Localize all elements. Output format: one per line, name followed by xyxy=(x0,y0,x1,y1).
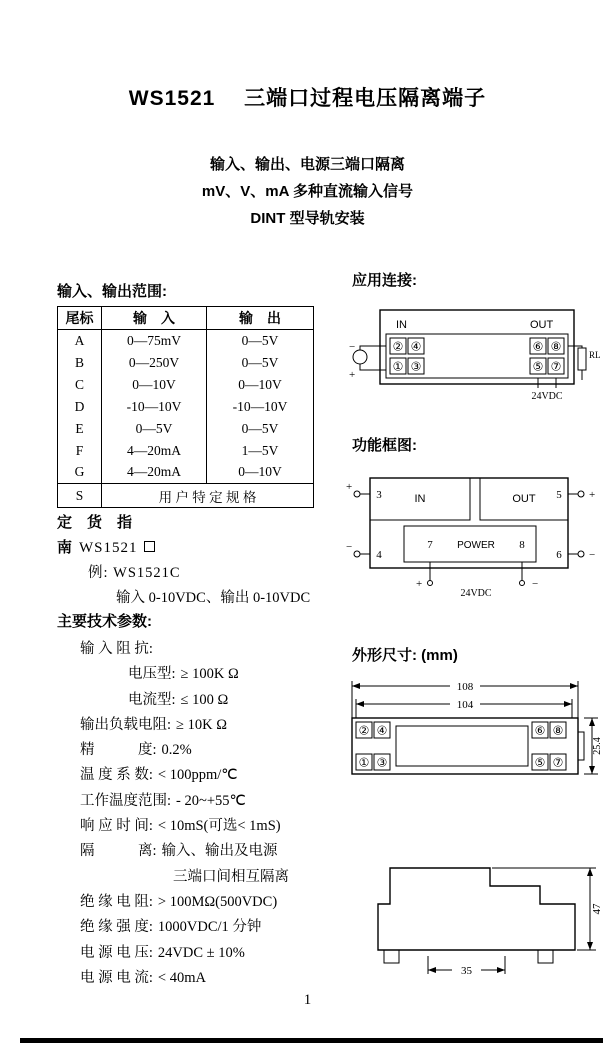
load-circuit xyxy=(568,346,601,380)
table-row xyxy=(58,352,314,374)
table-header-row xyxy=(58,307,314,330)
tech-param-supply-current: 电 源 电 流: < 40mA xyxy=(80,969,206,986)
power-label: POWER xyxy=(457,540,495,551)
front-terminals xyxy=(356,722,566,770)
col-header-input: 输 入 xyxy=(102,307,207,330)
dimensions-side-view xyxy=(346,852,602,992)
terminal-5-icon: ⑤ xyxy=(534,755,546,770)
table-row xyxy=(58,374,314,396)
plus-label: + xyxy=(346,481,353,493)
function-block-heading: 功能框图: xyxy=(352,437,417,454)
terminal-7-icon: ⑦ xyxy=(550,359,562,374)
dim-108: 108 xyxy=(456,681,474,693)
page-number: 1 xyxy=(303,992,312,1008)
source-minus-label: − xyxy=(349,341,356,353)
cell-output: -10—10V xyxy=(207,396,314,418)
dimension-lines xyxy=(428,868,596,974)
plus-label: + xyxy=(416,578,423,590)
ordering-example-detail: 输入 0-10VDC、输出 0-10VDC xyxy=(116,590,311,606)
terminal-2-icon: ② xyxy=(392,339,404,354)
terminal-1-icon: ① xyxy=(358,755,370,770)
input-terminal-block xyxy=(390,338,424,374)
table-row xyxy=(58,330,314,352)
lead-dot-icon xyxy=(578,551,584,557)
cell-input: 0—10V xyxy=(102,374,207,396)
cell-input: 4—20mA xyxy=(102,462,207,484)
supply-label: 24VDC xyxy=(531,391,563,402)
terminal-5: 5 xyxy=(556,489,562,501)
dim-104: 104 xyxy=(456,699,474,711)
tech-param-insulation-resistance: 绝 缘 电 阻: > 100MΩ(500VDC) xyxy=(80,893,278,910)
tech-param-isolation: 隔 离: 输入、输出及电源 xyxy=(80,843,278,860)
terminal-8-icon: ⑧ xyxy=(550,339,562,354)
side-profile xyxy=(378,868,575,950)
col-header-code: 尾标 xyxy=(58,307,102,330)
page-title: WS1521 三端口过程电压隔离端子 xyxy=(128,87,487,110)
function-block-diagram xyxy=(346,468,602,608)
cell-output: 0—5V xyxy=(207,330,314,352)
table-custom-row xyxy=(58,484,314,508)
cell-code: D xyxy=(74,398,85,414)
cell-output: 0—5V xyxy=(207,352,314,374)
terminal-5-icon: ⑤ xyxy=(532,359,544,374)
tech-param-current-type: 电流型: ≤ 100 Ω xyxy=(128,691,229,708)
subtitle-line-3: DINT 型导轨安装 xyxy=(250,210,365,227)
terminal-6-icon: ⑥ xyxy=(534,723,546,738)
lead-dot-icon xyxy=(520,581,525,586)
terminal-6: 6 xyxy=(556,549,562,561)
lead-dot-icon xyxy=(578,491,584,497)
tech-param-temp-coefficient: 温 度 系 数: < 100ppm/℃ xyxy=(80,767,238,784)
tech-param-supply-voltage: 电 源 电 压: 24VDC ± 10% xyxy=(80,944,245,961)
din-clip xyxy=(578,732,584,760)
ordering-heading-line2: 南 xyxy=(57,539,73,556)
terminal-8: 8 xyxy=(519,539,525,551)
dimensions-front-view xyxy=(346,678,602,782)
module-frame xyxy=(370,478,568,568)
dimensions-heading: 外形尺寸: (mm) xyxy=(352,647,458,664)
table-row xyxy=(58,418,314,440)
load-resistor-icon xyxy=(578,348,586,370)
scan-artifact xyxy=(20,1038,603,1043)
minus-label: − xyxy=(532,578,539,590)
tech-param-insulation-strength: 绝 缘 强 度: 1000VDC/1 分钟 xyxy=(80,919,262,936)
cell-code: G xyxy=(74,464,85,480)
tech-param-accuracy: 精 度: 0.2% xyxy=(80,742,192,759)
table-row xyxy=(58,462,314,484)
tech-param-response-time: 响 应 时 间: < 10mS(可选< 1mS) xyxy=(80,818,281,835)
dim-35: 35 xyxy=(461,965,472,977)
terminal-1-icon: ① xyxy=(392,359,404,374)
cell-input: -10—10V xyxy=(102,396,207,418)
subtitle-line-2: mV、V、mA 多种直流输入信号 xyxy=(201,183,414,200)
ordering-model: WS1521 xyxy=(79,540,138,556)
cell-code: E xyxy=(75,420,84,436)
terminal-8-icon: ⑧ xyxy=(552,723,564,738)
cell-code: F xyxy=(75,442,84,458)
in-label: IN xyxy=(396,319,407,331)
terminal-3-icon: ③ xyxy=(376,755,388,770)
tech-param-voltage-type: 电压型: ≥ 100K Ω xyxy=(128,666,239,683)
terminal-7: 7 xyxy=(427,539,433,551)
cell-output: 0—10V xyxy=(207,374,314,396)
cell-code: C xyxy=(74,376,84,392)
terminal-2-icon: ② xyxy=(358,723,370,738)
dim-25-4: 25.4 xyxy=(592,737,603,755)
cell-output: 1—5V xyxy=(207,440,314,462)
col-header-output: 输 出 xyxy=(207,307,314,330)
source-plus-label: + xyxy=(349,369,356,381)
minus-label: − xyxy=(589,549,596,561)
output-leads xyxy=(568,489,595,561)
in-label: IN xyxy=(414,493,426,505)
cell-input: 0—75mV xyxy=(102,330,207,352)
din-foot-left xyxy=(384,950,399,963)
cell-code: B xyxy=(74,354,84,370)
io-range-heading: 输入、输出范围: xyxy=(57,283,167,300)
cell-code: A xyxy=(74,332,85,348)
cell-input: 4—20mA xyxy=(102,440,207,462)
out-label: OUT xyxy=(512,493,536,505)
terminal-6-icon: ⑥ xyxy=(532,339,544,354)
ordering-model-row xyxy=(57,536,155,557)
dim-47: 47 xyxy=(591,903,603,915)
tech-param-input-impedance: 输 入 阻 抗: xyxy=(80,641,153,657)
cell-input: 0—5V xyxy=(102,418,207,440)
lead-dot-icon xyxy=(354,491,360,497)
terminal-3-icon: ③ xyxy=(410,359,422,374)
tech-param-isolation-cont: 三端口间相互隔离 xyxy=(173,868,289,885)
output-terminal-block xyxy=(530,338,564,374)
application-connection-diagram xyxy=(346,300,602,412)
input-leads xyxy=(346,481,370,557)
subtitle-line-1: 输入、输出、电源三端口隔离 xyxy=(209,156,405,173)
minus-label: − xyxy=(346,541,353,553)
din-foot-right xyxy=(538,950,553,963)
tech-param-operating-temp: 工作温度范围: - 20~+55℃ xyxy=(80,792,246,809)
out-label: OUT xyxy=(530,319,554,331)
plus-label: + xyxy=(589,489,596,501)
ordering-heading-line1: 定 货 指 xyxy=(57,514,133,531)
tech-params-heading: 主要技术参数: xyxy=(57,613,152,630)
table-row xyxy=(58,440,314,462)
terminal-4-icon: ④ xyxy=(410,339,422,354)
signal-source-icon xyxy=(353,350,367,364)
model-suffix-box xyxy=(144,541,155,552)
ordering-example: 例: WS1521C xyxy=(88,565,181,581)
tech-param-load-resistance: 输出负载电阻: ≥ 10K Ω xyxy=(80,716,227,733)
lead-dot-icon xyxy=(428,581,433,586)
subtitle-block xyxy=(0,151,615,232)
terminal-7-icon: ⑦ xyxy=(552,755,564,770)
terminal-4: 4 xyxy=(376,549,382,561)
supply-connection xyxy=(531,378,562,402)
terminal-4-icon: ④ xyxy=(376,723,388,738)
tech-params-list xyxy=(57,637,347,991)
cell-custom-spec: 用 户 特 定 规 格 xyxy=(102,484,314,508)
cell-output: 0—5V xyxy=(207,418,314,440)
application-connection-heading: 应用连接: xyxy=(352,272,417,289)
io-range-table xyxy=(57,306,314,508)
load-label: RL xyxy=(589,350,601,360)
cell-input: 0—250V xyxy=(102,352,207,374)
terminal-3: 3 xyxy=(376,489,382,501)
module-faceplate xyxy=(396,726,528,766)
lead-dot-icon xyxy=(354,551,360,557)
table-row xyxy=(58,396,314,418)
supply-label: 24VDC xyxy=(460,588,492,599)
cell-code: S xyxy=(58,484,102,508)
cell-output: 0—10V xyxy=(207,462,314,484)
